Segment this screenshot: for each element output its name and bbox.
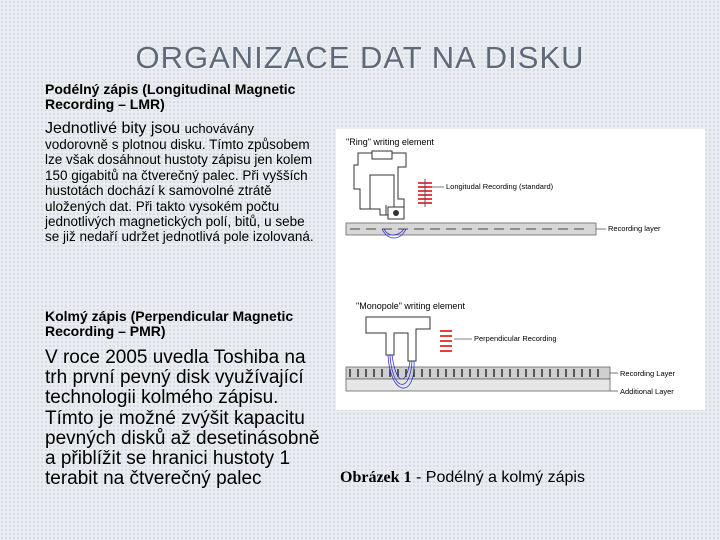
longitudinal-label: Longitudal Recording (standard) — [446, 182, 554, 191]
recording-layer-1 — [346, 223, 596, 238]
pmr-body: V roce 2005 uvedla Toshiba na trh první pevný disk využívající technologii kolmého zápisu. Tímto je možné zvýšit kapacitu pevných disků až desetinásobně a přiblížit se hranici hustoty 1 terabit na čtverečný palec — [45, 347, 320, 490]
perpendicular-label: Perpendicular Recording — [474, 334, 557, 343]
slide-title: ORGANIZACE DAT NA DISKU — [135, 40, 585, 75]
lmr-lead-small: uchovávány — [184, 121, 255, 136]
ring-element-label: "Ring" writing element — [346, 137, 434, 147]
lmr-heading: Podélný zápis (Longitudinal Magnetic Recording – LMR) — [45, 81, 296, 112]
recording-diagram — [336, 129, 705, 410]
ring-coil — [418, 179, 432, 207]
lmr-lead — [45, 120, 325, 137]
pmr-heading: Kolmý zápis (Perpendicular Magnetic Recording – PMR) — [45, 308, 294, 339]
monopole-element-label: "Monopole" writing element — [356, 301, 465, 311]
caption-separator: - — [416, 469, 422, 486]
figure-caption — [340, 469, 585, 487]
additional-layer-label: Additional Layer — [620, 387, 674, 396]
lmr-body: vodorovně s plotnou disku. Tímto způsobem lze však dosáhnout hustoty zápisu jen kolem 150 gigabitů na čtverečný palec. Při vyšších hustotách dochází k samovolné ztrátě uložených dat. Při takto vysokém počtu jednotlivých magnetických polí, bitů, u sebe se již nedaří udržet jednotlivá pole izolovaná. — [45, 137, 314, 245]
caption-label: Obrázek 1 — [340, 469, 412, 486]
additional-layer — [346, 379, 610, 391]
recording-layer2-label: Recording Layer — [620, 369, 676, 378]
monopole-head — [366, 317, 430, 361]
recording-layer-2 — [346, 367, 610, 379]
lmr-lead-large: Jednotlivé bity jsou — [45, 120, 181, 137]
ring-head — [354, 151, 406, 215]
caption-text: Podélný a kolmý zápis — [425, 469, 585, 486]
monopole-coil — [440, 331, 452, 351]
recording-layer-label: Recording layer — [608, 224, 661, 233]
ring-gap — [388, 207, 404, 219]
